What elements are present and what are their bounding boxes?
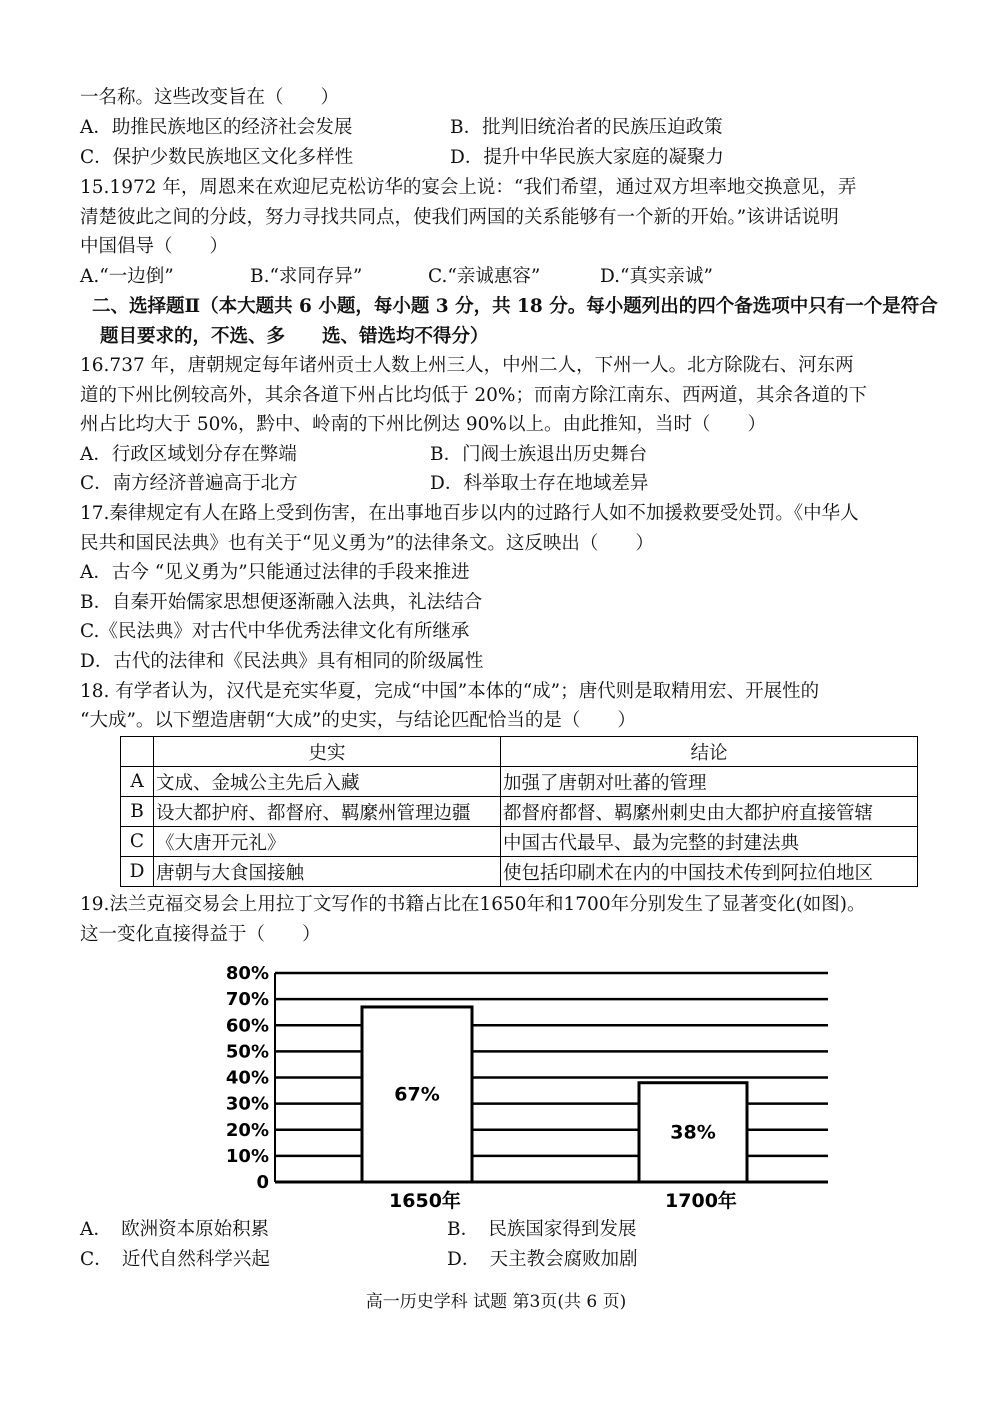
y-tick-label: 50%: [225, 1041, 269, 1063]
q15-stem-line-1: 15.1972 年，周恩来在欢迎尼克松访华的宴会上说：“我们希望，通过双方坦率地交换意见，弄: [80, 177, 857, 198]
q16-option-d: D．科举取士存在地域差异: [430, 473, 649, 494]
q17-option-d: D．古代的法律和《民法典》具有相同的阶级属性: [80, 651, 484, 672]
q19-option-d: D． 天主教会腐败加剧: [447, 1249, 638, 1270]
q17-option-a: A．古今 “见义勇为”只能通过法律的手段来推进: [80, 562, 470, 583]
q16-stem-line-2: 道的下州比例较高外，其余各道下州占比均低于 20%；而南方除江南东、西两道，其余各道的下: [80, 385, 868, 406]
page-footer: 高一历史学科 试题 第3页(共 6 页): [365, 1292, 627, 1312]
q15-option-d: D.“真实亲诚”: [600, 266, 713, 287]
x-tick-label: 1650年: [389, 1190, 461, 1212]
table-row-key: B: [121, 797, 154, 827]
table-header-conclusion: 结论: [501, 737, 918, 767]
q19-option-a: A． 欧洲资本原始积累: [80, 1219, 270, 1240]
y-tick-label: 20%: [225, 1119, 269, 1141]
y-tick-label: 60%: [225, 1015, 269, 1037]
q17-option-b: B．自秦开始儒家思想便逐渐融入法典，礼法结合: [80, 592, 483, 613]
y-tick-label: 40%: [225, 1067, 269, 1089]
q16-stem-line-3: 州占比均大于 50%，黔中、岭南的下州比例达 90%以上。由此推知，当时（ ）: [80, 414, 767, 435]
q16-option-a: A．行政区域划分存在弊端: [80, 444, 297, 465]
section-2-heading-line-2: 题目要求的，不选、多 选、错选均不得分）: [100, 326, 489, 347]
table-row-fact: 唐朝与大食国接触: [154, 857, 501, 887]
q19-option-c: C． 近代自然科学兴起: [80, 1249, 270, 1270]
q14-option-c: C．保护少数民族地区文化多样性: [80, 147, 354, 168]
table-row: [121, 767, 918, 797]
table-row-conclusion: 使包括印刷术在内的中国技术传到阿拉伯地区: [501, 857, 918, 887]
section-2-heading-line-1: 二、选择题Ⅱ（本大题共 6 小题，每小题 3 分，共 18 分。每小题列出的四个备选项中只有一个是符合: [92, 296, 938, 317]
q18-table: [120, 736, 918, 887]
q19-stem-line-1: 19.法兰克福交易会上用拉丁文写作的书籍占比在1650年和1700年分别发生了显著变化(如图)。: [80, 894, 866, 915]
q14-option-d: D．提升中华民族大家庭的凝聚力: [450, 147, 724, 168]
q17-stem-line-2: 民共和国民法典》也有关于“见义勇为”的法律条文。这反映出（ ）: [80, 533, 654, 554]
q14-option-a: A．助推民族地区的经济社会发展: [80, 117, 353, 138]
q14-stem-end: 一名称。这些改变旨在（ ）: [80, 87, 340, 108]
q15-option-c: C.“亲诚惠容”: [428, 266, 541, 287]
table-row-fact: 《大唐开元礼》: [154, 827, 501, 857]
table-row-fact: 文成、金城公主先后入藏: [154, 767, 501, 797]
bar-data-label: 67%: [394, 1083, 440, 1106]
table-row-key: A: [121, 767, 154, 797]
y-tick-label: 10%: [225, 1145, 269, 1167]
q15-stem-line-2: 清楚彼此之间的分歧，努力寻找共同点，使我们两国的关系能够有一个新的开始。”该讲话说明: [80, 207, 839, 228]
q19-stem-line-2: 这一变化直接得益于（ ）: [80, 924, 321, 945]
q15-stem-line-3: 中国倡导（ ）: [80, 236, 229, 257]
table-row: [121, 857, 918, 887]
bar-data-label: 38%: [670, 1121, 716, 1144]
q14-option-b: B．批判旧统治者的民族压迫政策: [450, 117, 723, 138]
q17-stem-line-1: 17.秦律规定有人在路上受到伤害，在出事地百步以内的过路行人如不加援救要受处罚。《中华人: [80, 503, 859, 524]
table-header-row: [121, 737, 918, 767]
y-tick-label: 0: [256, 1172, 269, 1193]
table-row-fact: 设大都护府、都督府、羁縻州管理边疆: [154, 797, 501, 827]
y-tick-label: 30%: [225, 1093, 269, 1115]
q15-option-b: B.“求同存异”: [250, 266, 363, 287]
y-tick-label: 70%: [225, 989, 269, 1011]
q18-stem-line-2: “大成”。以下塑造唐朝“大成”的史实，与结论匹配恰当的是（ ）: [80, 710, 636, 731]
table-header-fact: 史实: [154, 737, 501, 767]
table-row-conclusion: 加强了唐朝对吐蕃的管理: [501, 767, 918, 797]
q18-stem-line-1: 18. 有学者认为，汉代是充实华夏，完成“中国”本体的“成”；唐代则是取精用宏、开展性的: [80, 681, 820, 702]
table-row: [121, 797, 918, 827]
q17-option-c: C.《民法典》对古代中华优秀法律文化有所继承: [80, 621, 470, 642]
q15-option-a: A.“一边倒”: [80, 266, 174, 287]
q19-bar-chart: [210, 955, 840, 1213]
q16-stem-line-1: 16.737 年，唐朝规定每年诸州贡士人数上州三人，中州二人，下州一人。北方除陇右、河东两: [80, 355, 854, 376]
table-row-conclusion: 都督府都督、羁縻州刺史由大都护府直接管辖: [501, 797, 918, 827]
table-header-key: [121, 737, 154, 767]
table-row-conclusion: 中国古代最早、最为完整的封建法典: [501, 827, 918, 857]
q16-option-b: B．门阀士族退出历史舞台: [430, 444, 648, 465]
q16-option-c: C．南方经济普遍高于北方: [80, 473, 298, 494]
table-row-key: C: [121, 827, 154, 857]
x-tick-label: 1700年: [665, 1190, 737, 1212]
q19-option-b: B． 民族国家得到发展: [447, 1219, 637, 1240]
table-row: [121, 827, 918, 857]
table-row-key: D: [121, 857, 154, 887]
y-tick-label: 80%: [225, 963, 269, 984]
